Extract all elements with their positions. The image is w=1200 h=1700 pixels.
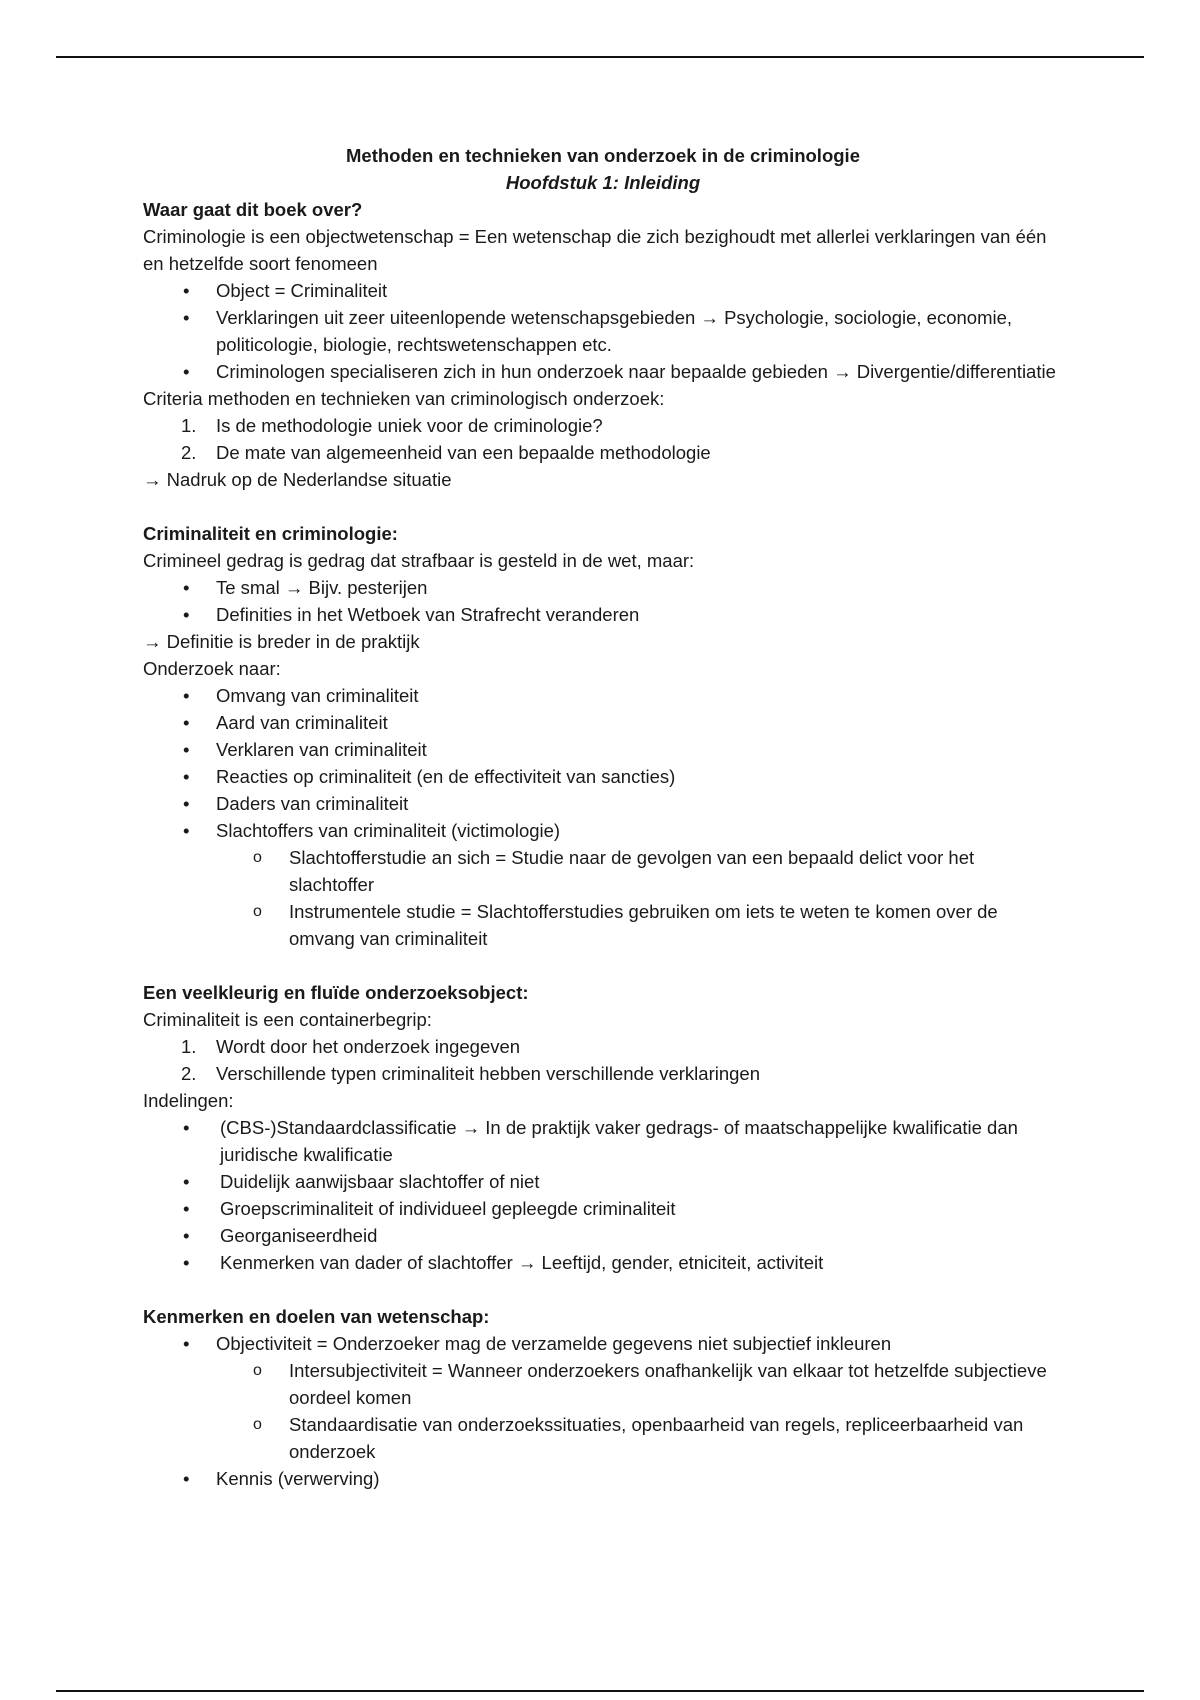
- bullet-list: [143, 277, 1063, 385]
- list-item: • Object = Criminaliteit: [143, 277, 1063, 304]
- section-heading: Een veelkleurig en fluïde onderzoeksobject:: [143, 982, 529, 1003]
- section-heading: Kenmerken en doelen van wetenschap:: [143, 1306, 490, 1327]
- note: → Definitie is breder in de praktijk: [143, 631, 420, 652]
- list-item: • Objectiviteit = Onderzoeker mag de verzamelde gegevens niet subjectief inkleuren: [143, 1330, 1063, 1357]
- list-item: 2. Verschillende typen criminaliteit hebben verschillende verklaringen: [181, 1063, 760, 1084]
- list-item: • Daders van criminaliteit: [143, 790, 1063, 817]
- sub-bullet-list: [143, 844, 1063, 952]
- paragraph: Crimineel gedrag is gedrag dat strafbaar is gesteld in de wet, maar:: [143, 550, 695, 571]
- list-item: o Slachtofferstudie an sich = Studie naar de gevolgen van een bepaald delict voor het slachtoffer: [143, 844, 1063, 898]
- paragraph: Criminologie is een objectwetenschap = Een wetenschap die zich bezighoudt met allerlei verklaringen van één en hetzelfde soort fenomeen: [143, 226, 1047, 274]
- list-item: • Reacties op criminaliteit (en de effectiviteit van sancties): [143, 763, 1063, 790]
- sub-bullet-icon: o: [253, 1416, 262, 1433]
- bullet-icon: •: [183, 820, 190, 841]
- list-item: • Verklaringen uit zeer uiteenlopende wetenschapsgebieden → Psychologie, sociologie, economie, politicologie, biologie, rechtswetenschappen etc.: [143, 304, 1063, 358]
- list-item: • Verklaren van criminaliteit: [143, 736, 1063, 763]
- paragraph: Indelingen:: [143, 1090, 234, 1111]
- list-item: o Standaardisatie van onderzoekssituaties, openbaarheid van regels, repliceerbaarheid van onderzoek: [143, 1411, 1063, 1465]
- bullet-list: [143, 1465, 1063, 1492]
- list-item: • Definities in het Wetboek van Strafrecht veranderen: [143, 601, 1063, 628]
- list-item: o Instrumentele studie = Slachtofferstudies gebruiken om iets te weten te komen over de omvang van criminaliteit: [143, 898, 1063, 952]
- paragraph: Onderzoek naar:: [143, 658, 281, 679]
- section-heading: Waar gaat dit boek over?: [143, 199, 363, 220]
- bullet-icon: •: [183, 793, 190, 814]
- sub-bullet-icon: o: [253, 849, 262, 866]
- bullet-list: [143, 1114, 1063, 1276]
- bullet-icon: •: [183, 1468, 190, 1489]
- paragraph: Criteria methoden en technieken van criminologisch onderzoek:: [143, 388, 665, 409]
- bullet-icon: •: [183, 307, 190, 328]
- list-item: • Te smal → Bijv. pesterijen: [143, 574, 1063, 601]
- paragraph: Criminaliteit is een containerbegrip:: [143, 1009, 432, 1030]
- bullet-icon: •: [183, 1252, 190, 1273]
- note: → Nadruk op de Nederlandse situatie: [143, 469, 452, 490]
- bullet-icon: •: [183, 577, 190, 598]
- list-item: 1. Is de methodologie uniek voor de criminologie?: [181, 415, 603, 436]
- bullet-icon: •: [183, 766, 190, 787]
- header-rule: [56, 56, 1144, 58]
- bullet-icon: •: [183, 280, 190, 301]
- list-item: • Kennis (verwerving): [143, 1465, 1063, 1492]
- sub-bullet-icon: o: [253, 903, 262, 920]
- list-item: • Aard van criminaliteit: [143, 709, 1063, 736]
- footer-rule: [56, 1690, 1144, 1692]
- sub-bullet-icon: o: [253, 1362, 262, 1379]
- bullet-list: [143, 574, 1063, 628]
- chapter-subtitle: Hoofdstuk 1: Inleiding: [505, 172, 701, 193]
- list-item: • Groepscriminaliteit of individueel gepleegde criminaliteit: [143, 1195, 1063, 1222]
- bullet-list: [143, 682, 1063, 844]
- numbered-list: [143, 412, 1063, 466]
- section-heading: Criminaliteit en criminologie:: [143, 523, 398, 544]
- list-item: • Georganiseerdheid: [143, 1222, 1063, 1249]
- list-item: • Omvang van criminaliteit: [143, 682, 1063, 709]
- bullet-icon: •: [183, 361, 190, 382]
- bullet-icon: •: [183, 1225, 190, 1246]
- document-body: [143, 142, 1063, 1492]
- bullet-list: [143, 1330, 1063, 1357]
- list-item: 2. De mate van algemeenheid van een bepaalde methodologie: [181, 442, 711, 463]
- list-item: o Intersubjectiviteit = Wanneer onderzoekers onafhankelijk van elkaar tot hetzelfde subjectieve oordeel komen: [143, 1357, 1063, 1411]
- numbered-list: [143, 1033, 1063, 1087]
- list-item: • Slachtoffers van criminaliteit (victimologie): [143, 817, 1063, 844]
- document-title: Methoden en technieken van onderzoek in de criminologie: [346, 145, 860, 166]
- list-item: • (CBS-)Standaardclassificatie → In de praktijk vaker gedrags- of maatschappelijke kwalificatie dan juridische kwalificatie: [143, 1114, 1063, 1168]
- list-item: 1. Wordt door het onderzoek ingegeven: [181, 1036, 521, 1057]
- list-item: • Criminologen specialiseren zich in hun onderzoek naar bepaalde gebieden → Divergentie/differentiatie: [143, 358, 1063, 385]
- bullet-icon: •: [183, 604, 190, 625]
- bullet-icon: •: [183, 1117, 190, 1138]
- bullet-icon: •: [183, 1171, 190, 1192]
- bullet-icon: •: [183, 685, 190, 706]
- bullet-icon: •: [183, 1198, 190, 1219]
- list-item: • Duidelijk aanwijsbaar slachtoffer of niet: [143, 1168, 1063, 1195]
- sub-bullet-list: [143, 1357, 1063, 1465]
- list-item: • Kenmerken van dader of slachtoffer → Leeftijd, gender, etniciteit, activiteit: [143, 1249, 1063, 1276]
- bullet-icon: •: [183, 1333, 190, 1354]
- bullet-icon: •: [183, 712, 190, 733]
- bullet-icon: •: [183, 739, 190, 760]
